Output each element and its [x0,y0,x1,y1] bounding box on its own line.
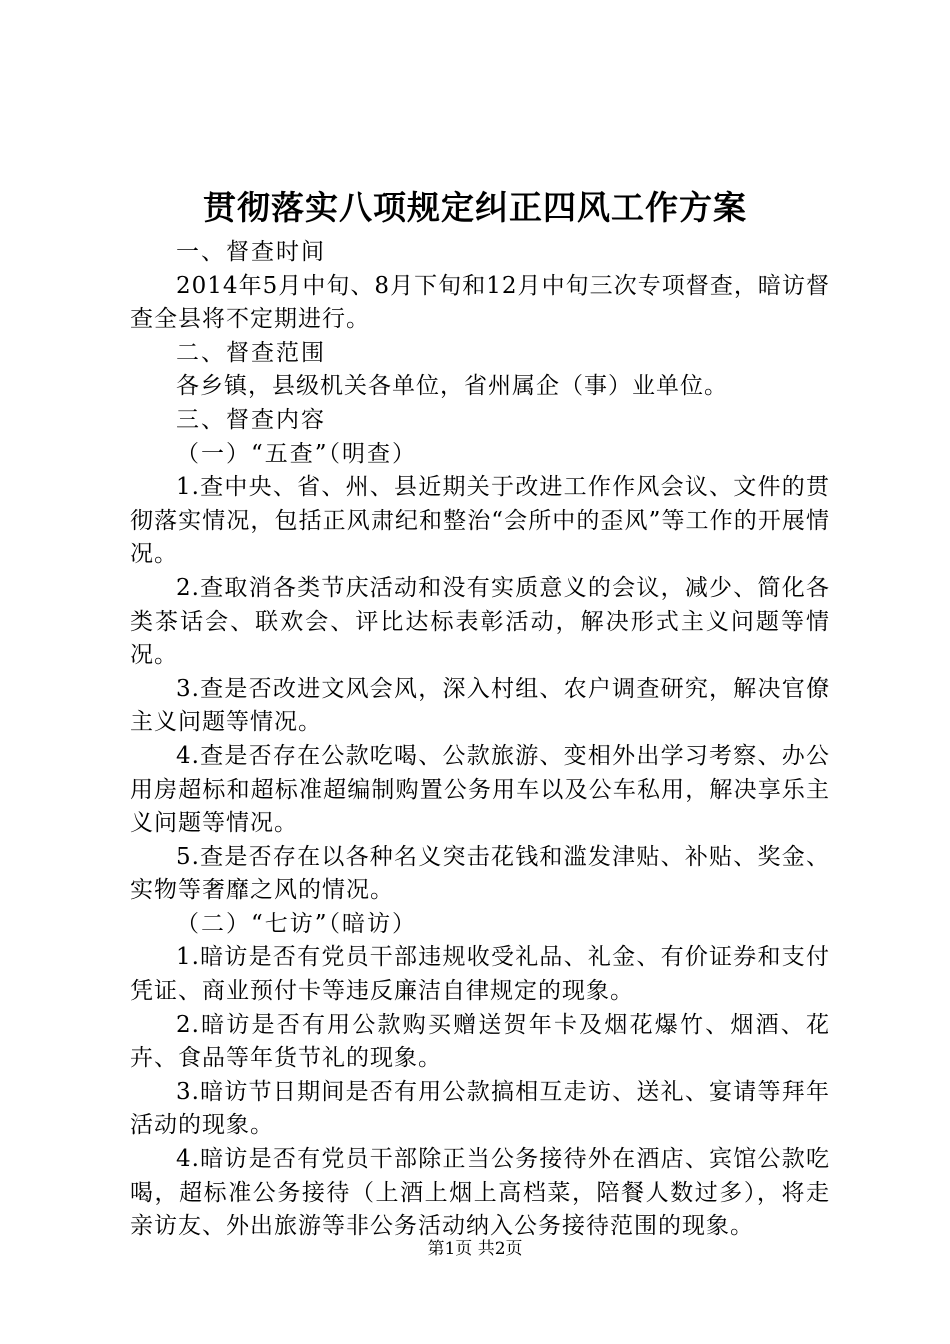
page-number-footer: 第1页 共2页 [427,1239,523,1259]
section-heading-content: 三、督查内容 [176,406,326,433]
list-item: 1.暗访是否有党员干部违规收受礼品、礼金、有价证券和支付凭证、商业预付卡等违反廉洁自律规定的现象。 [130,944,830,1005]
list-item: 5.查是否存在以各种名义突击花钱和滥发津贴、补贴、奖金、实物等奢靡之风的情况。 [130,843,830,904]
subsection-heading-five-checks: （一）“五查”（明查） [176,440,418,467]
list-item: 3.暗访节日期间是否有用公款搞相互走访、送礼、宴请等拜年活动的现象。 [130,1078,830,1139]
section-heading-time: 一、督查时间 [176,239,326,265]
list-item: 4.查是否存在公款吃喝、公款旅游、变相外出学习考察、办公用房超标和超标准超编制购置公务用车以及公车私用，解决享乐主义问题等情况。 [130,742,830,837]
list-item: 3.查是否改进文风会风，深入村组、农户调查研究，解决官僚主义问题等情况。 [130,675,830,736]
list-item: 4.暗访是否有党员干部除正当公务接待外在酒店、宾馆公款吃喝，超标准公务接待（上酒上烟上高档菜，陪餐人数过多），将走亲访友、外出旅游等非公务活动纳入公务接待范围的现象。 [130,1146,830,1240]
document-body [130,236,830,1244]
list-item: 1.查中央、省、州、县近期关于改进工作作风会议、文件的贯彻落实情况，包括正风肃纪和整治“会所中的歪风”等工作的开展情况。 [130,474,830,568]
document-title: 贯彻落实八项规定纠正四风工作方案 [203,188,747,227]
paragraph-time: 2014年5月中旬、8月下旬和12月中旬三次专项督查，暗访督查全县将不定期进行。 [130,272,830,333]
paragraph-scope: 各乡镇，县级机关各单位，省州属企（事）业单位。 [176,373,728,400]
section-heading-scope: 二、督查范围 [176,339,326,366]
list-item: 2.暗访是否有用公款购买赠送贺年卡及烟花爆竹、烟酒、花卉、食品等年货节礼的现象。 [130,1011,830,1072]
subsection-heading-seven-visits: （二）“七访”（暗访） [176,910,418,937]
list-item: 2.查取消各类节庆活动和没有实质意义的会议，减少、简化各类茶话会、联欢会、评比达标表彰活动，解决形式主义问题等情况。 [130,574,830,669]
